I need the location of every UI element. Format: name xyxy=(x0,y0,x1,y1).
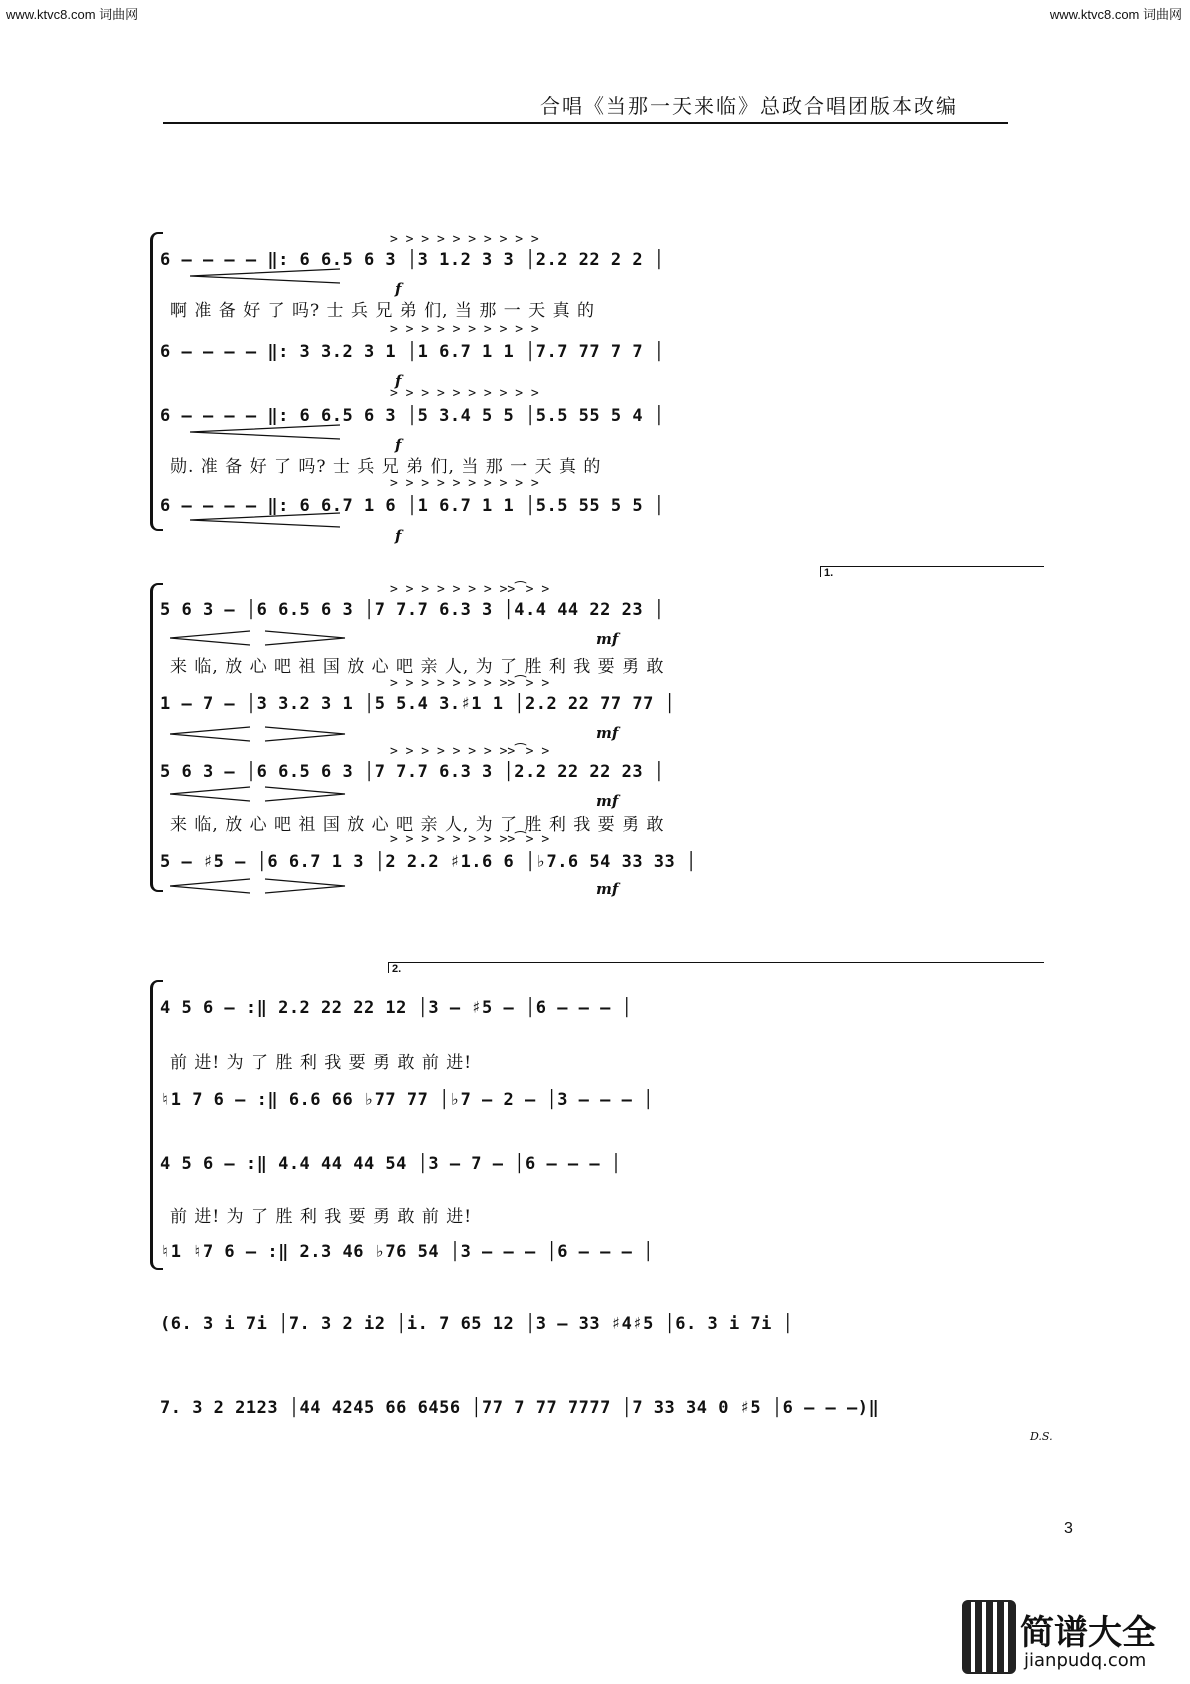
system-brace xyxy=(150,980,163,1270)
crescendo-decrescendo-hairpin xyxy=(170,786,350,802)
dynamic-mark: f xyxy=(395,527,402,545)
tenor-staff: 4 5 6 – :‖ 4.4 44 44 54 │3 – 7 – │6 – – – │ xyxy=(160,1154,622,1174)
crescendo-hairpin xyxy=(190,512,340,528)
title-divider xyxy=(163,122,1008,124)
bass-staff: ♮1 ♮7 6 – :‖ 2.3 46 ♭76 54 │3 – – – │6 – – – │ xyxy=(160,1242,654,1262)
soprano-staff: 4 5 6 – :‖ 2.2 22 22 12 │3 – ♯5 – │6 – – – │ xyxy=(160,998,633,1018)
volta-2-bracket: 2. xyxy=(388,962,1044,973)
dynamic-mark: f xyxy=(395,280,402,298)
alto-staff: 1 – 7 – │3 3.2 3 1 │5 5.4 3.♯1 1 │2.2 22 77 77 │ xyxy=(160,694,676,714)
accent-marks: > > > > > > > > > > xyxy=(390,322,539,337)
bass-staff: 5 – ♯5 – │6 6.7 1 3 │2 2.2 ♯1.6 6 │♭7.6 54 33 33 │ xyxy=(160,852,697,872)
dynamic-mark: mf xyxy=(596,880,619,898)
site-watermark-right: www.ktvc8.com 词曲网 xyxy=(1049,7,1182,22)
soprano-staff: 5 6 3 – │6 6.5 6 3 │7 7.7 6.3 3 │4.4 44 22 23 │ xyxy=(160,600,665,620)
brand-url: jianpudq.com xyxy=(1024,1650,1147,1671)
accent-marks: > > > > > > > >>⁀> > xyxy=(390,676,550,691)
page-number: 3 xyxy=(1064,1520,1073,1537)
interlude-line-2: 7. 3 2 2123 │44 4245 66 6456 │77 7 77 7777 │7 33 34 0 ♯5 │6 – – –)‖ xyxy=(160,1398,880,1418)
dynamic-mark: mf xyxy=(596,792,619,810)
dynamic-mark: f xyxy=(395,372,402,390)
dynamic-mark: mf xyxy=(596,724,619,742)
accent-marks: > > > > > > > > > > xyxy=(390,386,539,401)
page-title: 合唱《当那一天来临》总政合唱团版本改编 xyxy=(540,94,958,118)
crescendo-decrescendo-hairpin xyxy=(170,878,350,894)
accent-marks: > > > > > > > >>⁀> > xyxy=(390,582,550,597)
accent-marks: > > > > > > > >>⁀> > xyxy=(390,832,550,847)
system-brace xyxy=(150,232,163,531)
brand-name: 简谱大全 xyxy=(1020,1613,1156,1653)
bass-staff: 6 – – – – ‖: 6 6.7 1 6 │1 6.7 1 1 │5.5 55 5 5 │ xyxy=(160,496,665,516)
piano-logo-icon xyxy=(962,1600,1016,1674)
interlude-line-1: (6. 3 i 7i │7. 3 2 i2 │i. 7 65 12 │3 – 33 ♯4♯5 │6. 3 i 7i │ xyxy=(160,1314,794,1334)
crescendo-hairpin xyxy=(190,424,340,440)
crescendo-decrescendo-hairpin xyxy=(170,726,350,742)
accent-marks: > > > > > > > >>⁀> > xyxy=(390,744,550,759)
alto-staff: 6 – – – – ‖: 3 3.2 3 1 │1 6.7 1 1 │7.7 77 7 7 │ xyxy=(160,342,665,362)
lyric-line: 前 进! 为 了 胜 利 我 要 勇 敢 前 进! xyxy=(170,1053,473,1073)
lyric-line: 来 临, 放 心 吧 祖 国 放 心 吧 亲 人, 为 了 胜 利 我 要 勇 敢 xyxy=(170,657,665,677)
system-brace xyxy=(150,583,163,892)
tenor-staff: 5 6 3 – │6 6.5 6 3 │7 7.7 6.3 3 │2.2 22 22 23 │ xyxy=(160,762,665,782)
tenor-staff: 6 – – – – ‖: 6 6.5 6 3 │5 3.4 5 5 │5.5 55 5 4 │ xyxy=(160,406,665,426)
site-watermark-left: www.ktvc8.com 词曲网 xyxy=(6,7,139,22)
accent-marks: > > > > > > > > > > xyxy=(390,476,539,491)
dynamic-mark: f xyxy=(395,436,402,454)
lyric-line: 来 临, 放 心 吧 祖 国 放 心 吧 亲 人, 为 了 胜 利 我 要 勇 敢 xyxy=(170,815,665,835)
dal-segno-mark: D.S. xyxy=(1030,1430,1053,1443)
crescendo-decrescendo-hairpin xyxy=(170,630,350,646)
crescendo-hairpin xyxy=(190,268,340,284)
lyric-line: 前 进! 为 了 胜 利 我 要 勇 敢 前 进! xyxy=(170,1207,473,1227)
dynamic-mark: mf xyxy=(596,630,619,648)
soprano-staff: 6 – – – – ‖: 6 6.5 6 3 │3 1.2 3 3 │2.2 22 2 2 │ xyxy=(160,250,665,270)
alto-staff: ♮1 7 6 – :‖ 6.6 66 ♭77 77 │♭7 – 2 – │3 – – – │ xyxy=(160,1090,654,1110)
lyric-line: 勋. 准 备 好 了 吗? 士 兵 兄 弟 们, 当 那 一 天 真 的 xyxy=(170,457,602,477)
volta-1-bracket: 1. xyxy=(820,566,1044,577)
accent-marks: > > > > > > > > > > xyxy=(390,232,539,247)
lyric-line: 啊 准 备 好 了 吗? 士 兵 兄 弟 们, 当 那 一 天 真 的 xyxy=(170,301,595,321)
